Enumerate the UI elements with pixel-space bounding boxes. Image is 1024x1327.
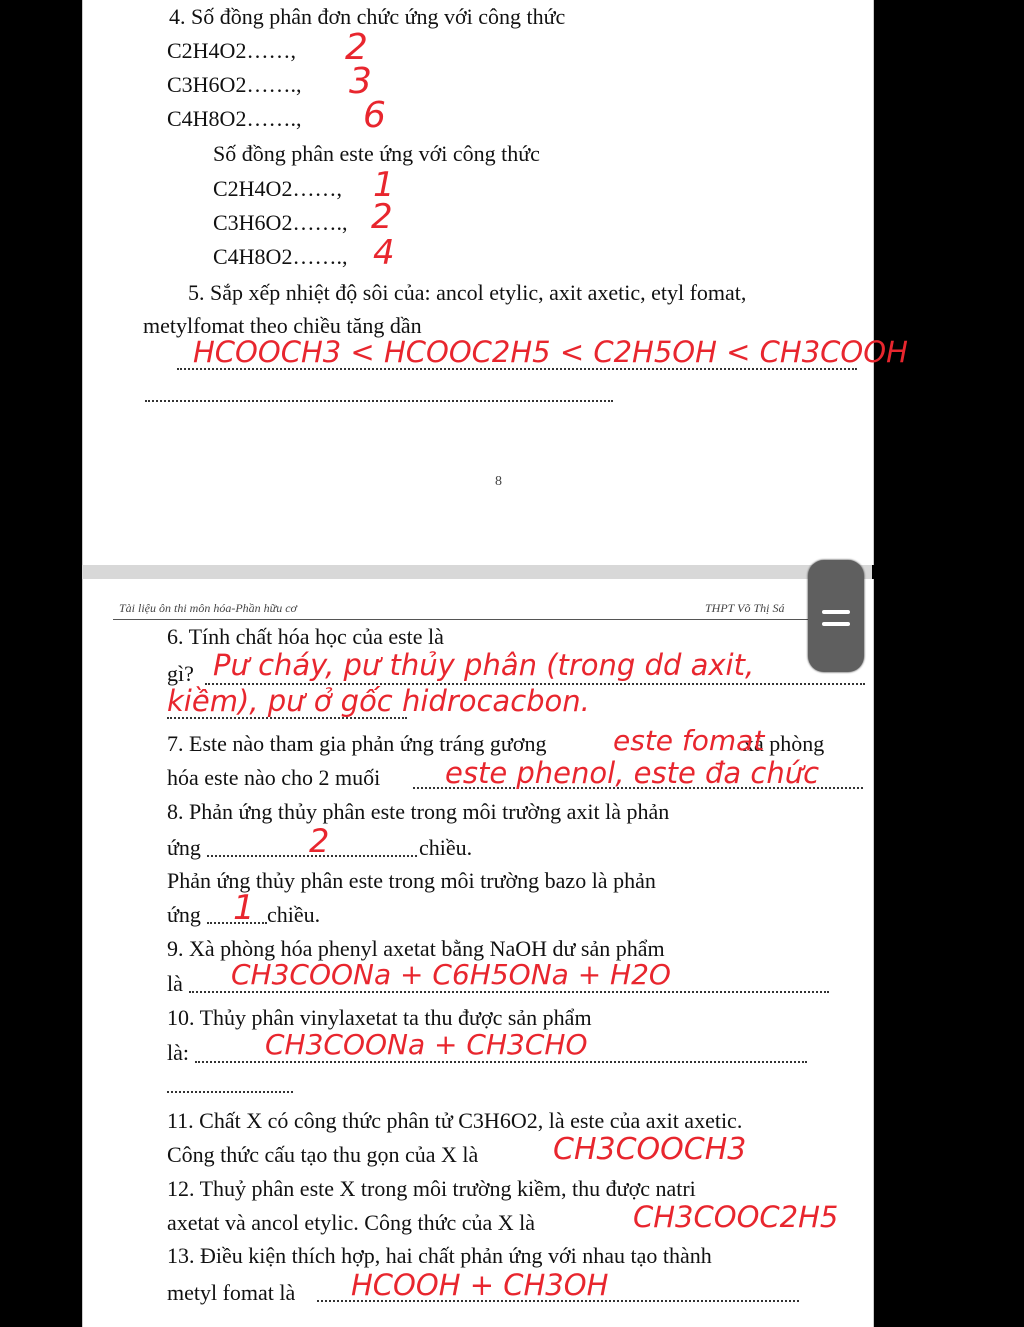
q9-line-2-prefix: là xyxy=(167,971,183,996)
q5-line-2: metylfomat theo chiều tăng dần xyxy=(143,313,422,338)
q11-answer: CH3COOCH3 xyxy=(553,1132,747,1167)
q4-ester-answer-1: 1 xyxy=(373,165,395,205)
grip-line-icon xyxy=(822,622,850,626)
q9-line-1: 9. Xà phòng hóa phenyl axetat bằng NaOH dư sản phẩm xyxy=(167,936,665,961)
q11-line-2-prefix: Công thức cấu tạo thu gọn của X là xyxy=(167,1142,479,1167)
q7-answer-1: este fomat xyxy=(613,724,765,757)
q12-line-2-prefix: axetat và ancol etylic. Công thức của X là xyxy=(167,1210,536,1235)
header-left: Tài liệu ôn thi môn hóa-Phần hữu cơ xyxy=(119,601,297,615)
page-8 xyxy=(82,0,908,565)
q4-answer-3: 6 xyxy=(363,95,386,136)
q4-answer-2: 3 xyxy=(349,61,372,102)
page-gap xyxy=(82,565,872,579)
q8-line-4-suffix: chiều. xyxy=(267,902,321,927)
q6-answer-1: Pư cháy, pư thủy phân (trong dd axit, xyxy=(213,648,755,682)
q7-line-1: 7. Este nào tham gia phản ứng tráng gương xyxy=(167,731,547,756)
q4-formula-1: C2H4O2……, xyxy=(167,38,296,63)
q9-answer-line xyxy=(189,991,829,993)
q13-line-1: 13. Điều kiện thích hợp, hai chất phản ứng với nhau tạo thành xyxy=(167,1243,712,1268)
q4-ester-answer-2: 2 xyxy=(371,197,393,237)
q4-ester-title: Số đồng phân este ứng với công thức xyxy=(213,141,540,166)
q4-formula-2: C3H6O2……., xyxy=(167,72,302,97)
q9-answer: CH3COONa + C6H5ONa + H2O xyxy=(231,958,671,991)
q6-line-2: gì? xyxy=(167,661,194,686)
q10-line-1: 10. Thủy phân vinylaxetat ta thu được sản phẩm xyxy=(167,1005,592,1030)
page-number: 8 xyxy=(495,474,502,489)
q12-answer: CH3COOC2H5 xyxy=(633,1200,839,1234)
q8-line-4-prefix: ứng xyxy=(167,902,201,927)
q10-answer: CH3COONa + CH3CHO xyxy=(265,1028,588,1061)
q5-blank-line xyxy=(145,400,613,402)
header-rule xyxy=(113,619,843,620)
q4-ester-formula-3: C4H8O2……., xyxy=(213,244,348,269)
q7-line-2: hóa este nào cho 2 muối xyxy=(167,765,381,790)
q4-ester-answer-3: 4 xyxy=(373,233,395,273)
header-right: THPT Võ Thị Sá xyxy=(705,601,785,615)
grip-line-icon xyxy=(822,610,850,614)
q13-line-2-prefix: metyl fomat là xyxy=(167,1280,296,1305)
q4-ester-formula-1: C2H4O2……, xyxy=(213,176,342,201)
q11-line-1: 11. Chất X có công thức phân tử C3H6O2, là este của axit axetic. xyxy=(167,1108,743,1133)
q10-blank-line xyxy=(167,1091,293,1093)
q13-answer: HCOOH + CH3OH xyxy=(351,1268,609,1302)
q5-answer: HCOOCH3 < HCOOC2H5 < C2H5OH < CH3COOH xyxy=(193,335,908,369)
q4-formula-3: C4H8O2……., xyxy=(167,106,302,131)
q7-answer-2: este phenol, este đa chức xyxy=(445,756,820,790)
q8-answer-1: 2 xyxy=(309,822,330,860)
q7-line-1-suffix: xà phòng xyxy=(743,731,825,756)
q4-title: 4. Số đồng phân đơn chức ứng với công thức xyxy=(169,4,566,29)
q5-line-1: 5. Sắp xếp nhiệt độ sôi của: ancol etylic, axit axetic, etyl fomat, xyxy=(188,280,747,305)
q8-line-2-prefix: ứng xyxy=(167,835,201,860)
q8-line-2-suffix: chiều. xyxy=(419,835,473,860)
q8-line-3: Phản ứng thủy phân este trong môi trường bazo là phản xyxy=(167,868,656,893)
q6-answer-2: kiềm), pư ở gốc hidrocacbon. xyxy=(167,684,590,718)
scroll-handle[interactable] xyxy=(808,560,864,672)
q10-line-2-prefix: là: xyxy=(167,1040,189,1065)
page-9 xyxy=(82,579,874,1327)
q8-answer-2: 1 xyxy=(233,888,255,928)
q6-line-1: 6. Tính chất hóa học của este là xyxy=(167,624,444,649)
q4-ester-formula-2: C3H6O2……., xyxy=(213,210,348,235)
q8-line-1: 8. Phản ứng thủy phân este trong môi trường axit là phản xyxy=(167,799,670,824)
q10-answer-line xyxy=(195,1061,807,1063)
q12-line-1: 12. Thuỷ phân este X trong môi trường kiềm, thu được natri xyxy=(167,1176,696,1201)
q4-answer-1: 2 xyxy=(345,27,368,68)
